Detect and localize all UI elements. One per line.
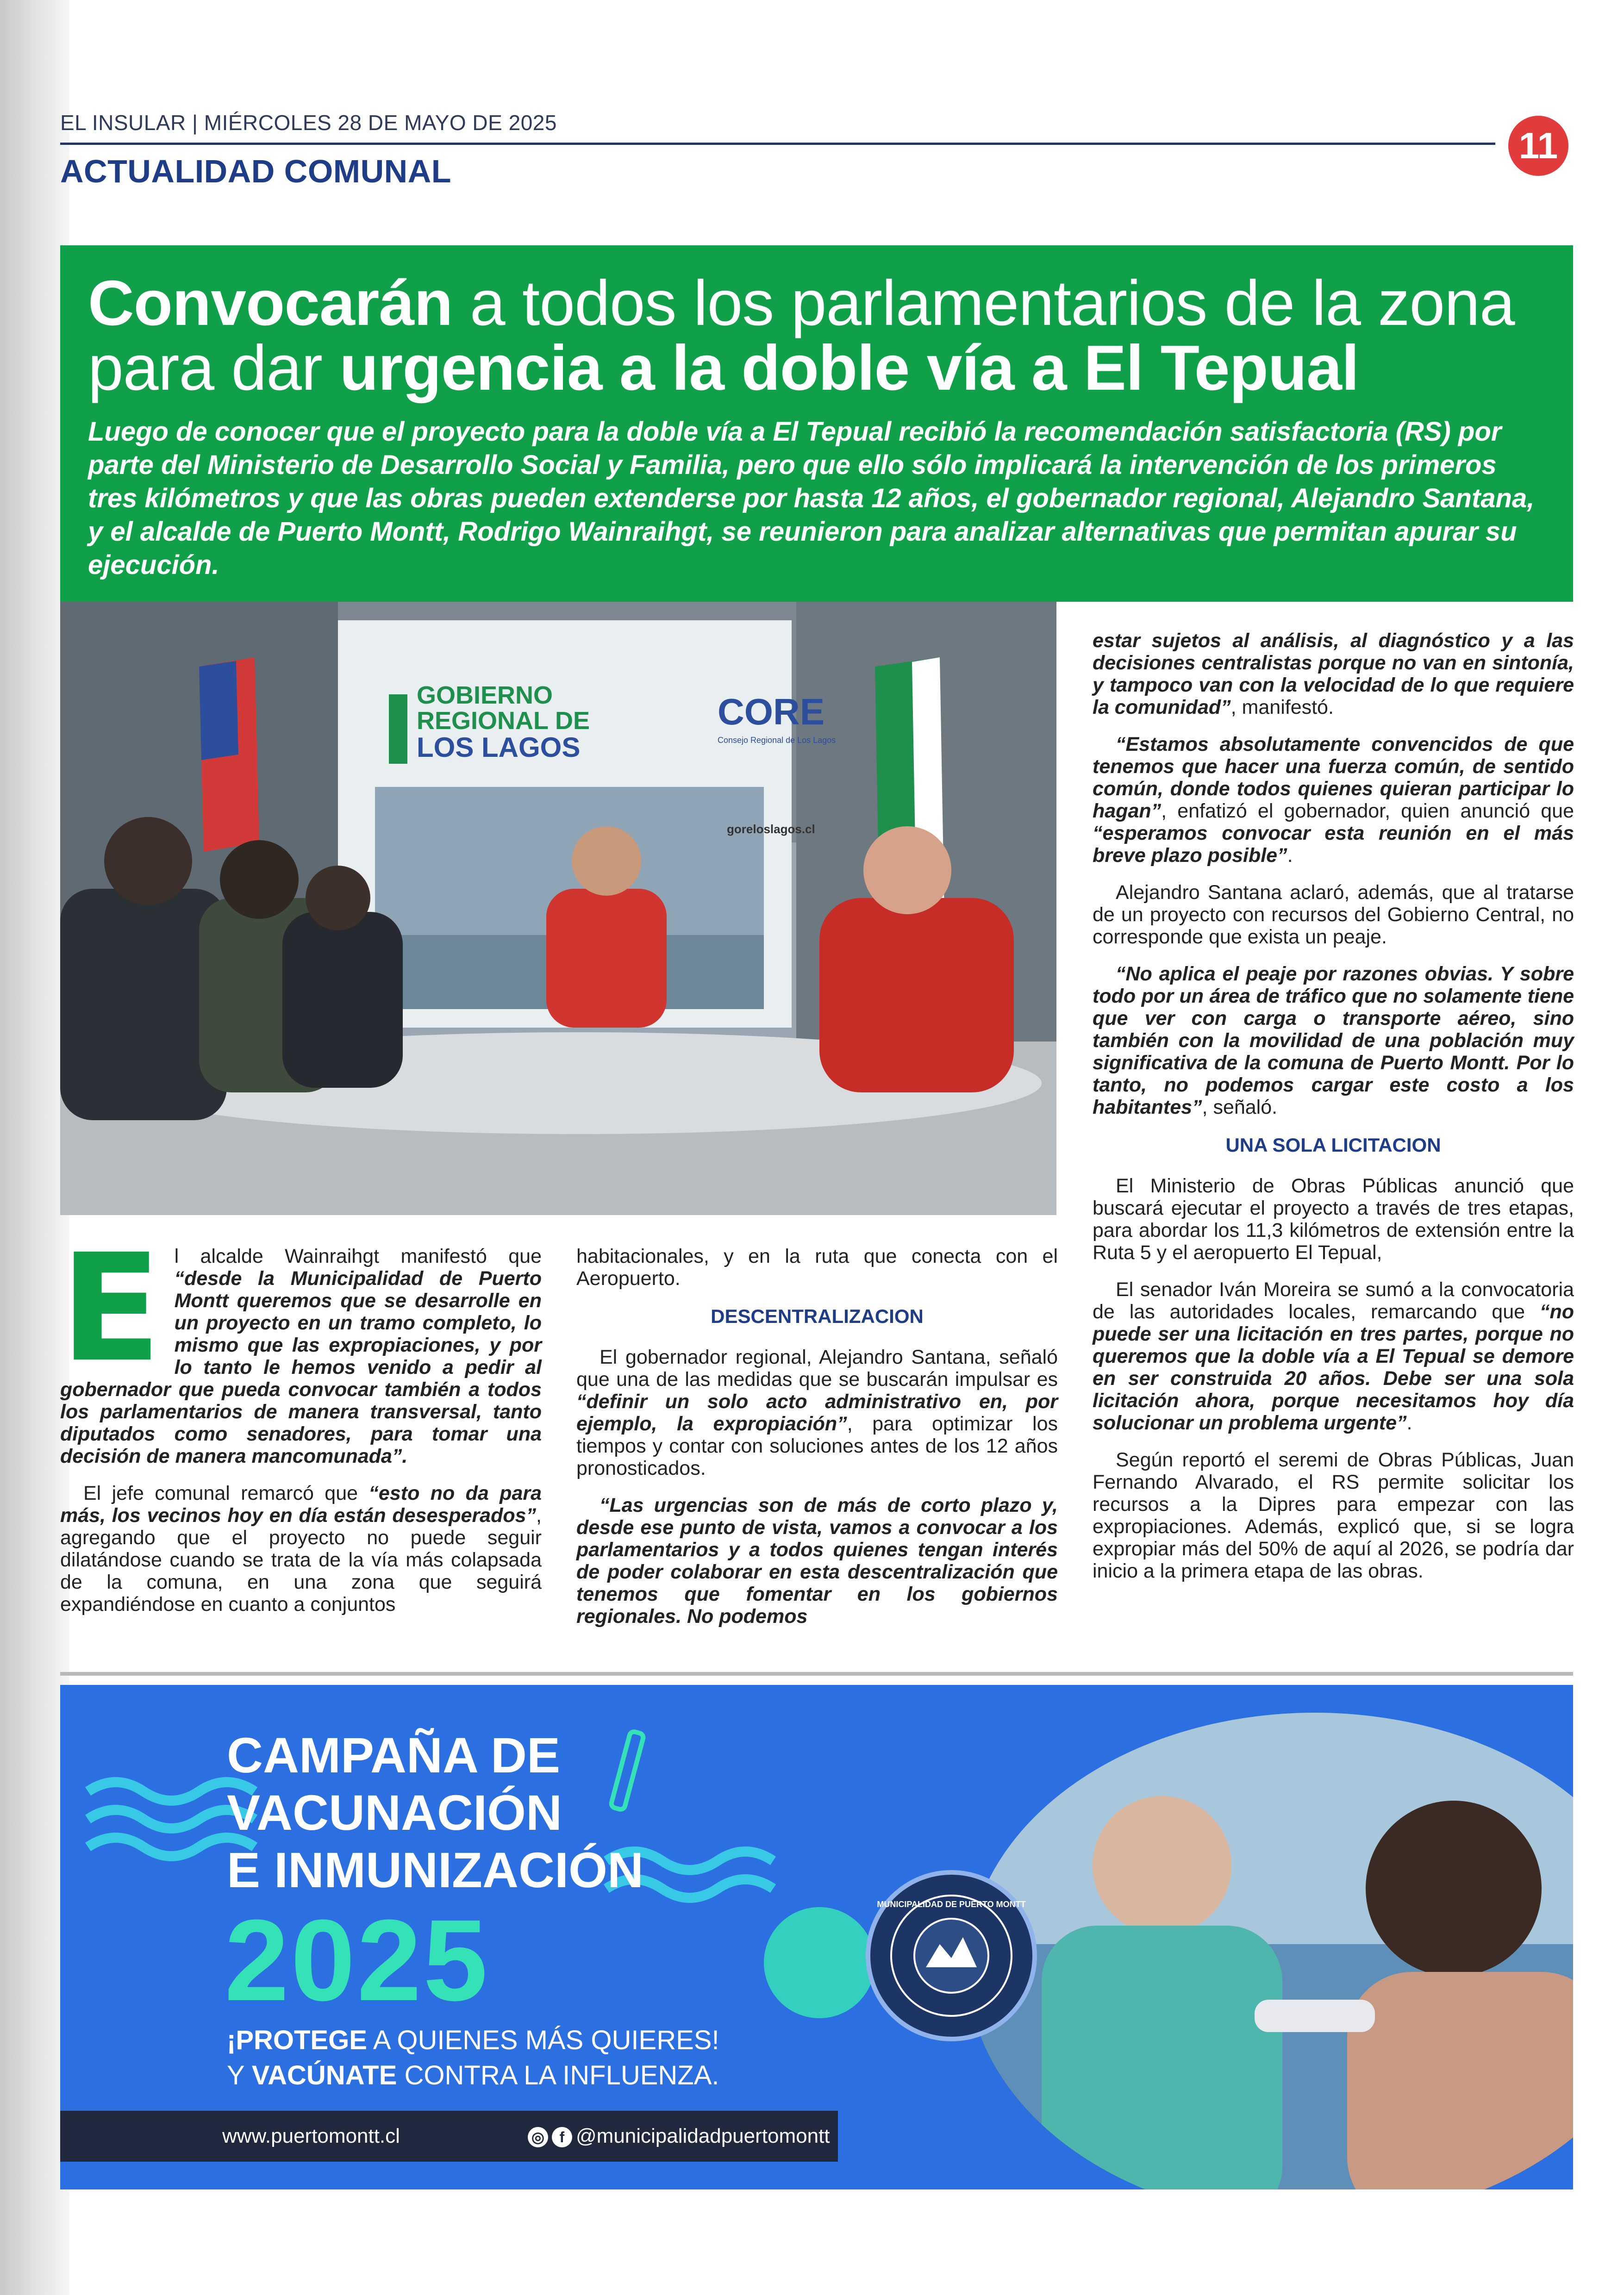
masthead-separator: |	[192, 111, 204, 135]
seal-text: MUNICIPALIDAD DE PUERTO MONTT	[877, 1900, 1026, 1909]
col3-p5-end: .	[1406, 1412, 1412, 1434]
backdrop-core-logo: CORE	[718, 691, 825, 732]
col3-p5-text: El senador Iván Moreira se sumó a la convocatoria de las autoridades locales, remarcando que	[1093, 1278, 1574, 1323]
ad-slogan-line-2	[227, 2058, 719, 2093]
headline-bold-2: urgencia a la doble vía a El Tepual	[339, 332, 1359, 404]
col3-p3-quote: “No aplica el peaje por razones obvias. Y sobre todo por un área de tráfico que no solamente tiene que ver con carga o transporte aéreo, sino también con la movilidad de una población muy significativa de la comuna de Puerto Montt. Por lo tanto, no podemos cargar este costo a los habitantes”	[1093, 963, 1574, 1118]
article-column-2	[576, 1245, 1058, 1642]
publication-name: EL INSULAR	[60, 111, 186, 135]
col3-p3-text: , señaló.	[1202, 1096, 1278, 1118]
article-deck: Luego de conocer que el proyecto para la doble vía a El Tepual recibió la recomendación satisfactoria (RS) por parte del Ministerio de Desarrollo Social y Familia, pero que ello sólo implicará la intervención de los primeros tres kilómetros y que las obras pueden extenderse por hasta 12 años, el gobernador regional, Alejandro Santana, y el alcalde de Puerto Montt, Rodrigo Wainraihgt, se reunieron para analizar alternativas que permitan apurar su ejecución.	[88, 417, 1535, 580]
col2-paragraph-0: habitacionales, y en la ruta que conecta con el Aeropuerto.	[576, 1245, 1058, 1290]
ad-year: 2025	[225, 1896, 490, 2025]
vaccination-ad-banner	[60, 1685, 1573, 2189]
col2-paragraph-1	[576, 1346, 1058, 1479]
ad-slogan-prefix-2: Y	[227, 2060, 252, 2090]
ad-slogan-rest-1: A QUIENES MÁS QUIERES!	[367, 2025, 719, 2055]
article-column-3	[1093, 630, 1574, 1597]
backdrop-web: goreloslagos.cl	[727, 822, 815, 836]
ad-slogan-line-1	[227, 2023, 719, 2058]
backdrop-core-sub: Consejo Regional de Los Lagos	[718, 736, 836, 745]
page-gutter-shadow	[0, 0, 69, 2295]
ad-slogan-bold-1: ¡PROTEGE	[227, 2025, 367, 2055]
ad-social[interactable]	[528, 2111, 830, 2162]
article-photo	[60, 602, 1056, 1215]
article-column-1	[60, 1222, 542, 1630]
page-number-badge: 11	[1508, 116, 1568, 176]
col1-p2-text-end: , agregando que el proyecto no puede seguir dilatándose cuando se trata de la vía más colapsada de la comuna, en una zona que seguirá expandiéndose en cuanto a conjuntos	[60, 1504, 542, 1615]
col2-paragraph-2	[576, 1494, 1058, 1628]
col3-paragraph-4: El Ministerio de Obras Públicas anunció que buscará ejecutar el proyecto a través de tres etapas, para abordar los 11,3 kilómetros de extensión entre la Ruta 5 y el aeropuerto El Tepual,	[1093, 1175, 1574, 1264]
col3-p1-quote-2: “esperamos convocar esta reunión en el más breve plazo posible”	[1093, 822, 1574, 867]
ad-slogan-bold-2: VACÚNATE	[251, 2060, 397, 2090]
col3-paragraph-0	[1093, 630, 1574, 718]
seal-emblem	[870, 1875, 1032, 2037]
section-title: ACTUALIDAD COMUNAL	[60, 153, 452, 189]
col3-paragraph-1	[1093, 733, 1574, 867]
col2-p1-text: El gobernador regional, Alejandro Santana, señaló que una de las medidas que se buscarán impulsar es	[576, 1346, 1058, 1391]
ad-title-line-2: VACUNACIÓN	[227, 1784, 562, 1840]
col3-paragraph-2: Alejandro Santana aclaró, además, que al tratarse de un proyecto con recursos del Gobierno Central, no corresponde que exista un peaje.	[1093, 881, 1574, 948]
headline-regular: a todos los parlamentarios de la zona para dar	[88, 268, 1515, 404]
drop-cap: E	[60, 1222, 162, 1395]
issue-date: MIÉRCOLES 28 DE MAYO DE 2025	[204, 111, 557, 135]
ad-separator-rule	[60, 1672, 1573, 1676]
municipality-seal	[866, 1870, 1037, 2041]
col1-paragraph-1	[60, 1222, 542, 1467]
ad-footer-bar	[60, 2111, 838, 2162]
col3-p0-text: , manifestó.	[1230, 696, 1334, 718]
masthead	[60, 110, 557, 135]
backdrop-text-2: REGIONAL DE	[417, 707, 590, 735]
col2-p2-quote: “Las urgencias son de más de corto plazo y, desde ese punto de vista, vamos a convocar a los parlamentarios y a todos quienes tengan interés de poder colaborar en esta descentralización que tenemos que fomentar en los gobiernos regionales. No podemos	[576, 1494, 1058, 1628]
subhead-descentralizacion: DESCENTRALIZACION	[711, 1305, 924, 1327]
ad-title-line-3: E INMUNIZACIÓN	[227, 1842, 643, 1898]
col3-paragraph-5	[1093, 1278, 1574, 1434]
col1-p1-text: l alcalde Wainraihgt manifestó que	[174, 1245, 542, 1267]
col1-p2-quote: “esto no da para más, los vecinos hoy en día están desesperados”	[60, 1482, 542, 1527]
meeting-photo-illustration	[60, 602, 1056, 1215]
col1-p2-text: El jefe comunal remarcó que	[83, 1482, 369, 1504]
col3-paragraph-6: Según reportó el seremi de Obras Públicas, Juan Fernando Alvarado, el RS permite solicitar los recursos a la Dipres para empezar con las expropiaciones. Además, explicó que, si se logra expropiar más del 50% de aquí al 2026, se podría dar inicio a la primera etapa de las obras.	[1093, 1449, 1574, 1582]
ad-slogan-rest-2: CONTRA LA INFLUENZA.	[397, 2060, 719, 2090]
ad-title	[227, 1727, 643, 1899]
col1-p1-quote: “desde la Municipalidad de Puerto Montt queremos que se desarrolle en un proyecto en un tramo completo, lo mismo que las expropiaciones, y por lo tanto le hemos venido a pedir al gobernador que pueda convocar también a todos los parlamentarios de manera transversal, tanto diputados como senadores, para tomar una decisión de manera mancomunada”.	[60, 1267, 542, 1467]
headline	[88, 268, 1545, 404]
col3-paragraph-3	[1093, 963, 1574, 1118]
col3-p1-end: .	[1287, 844, 1293, 867]
ad-social-handle: @municipalidadpuertomontt	[576, 2125, 830, 2147]
subhead-una-sola-licitacion: UNA SOLA LICITACION	[1225, 1134, 1441, 1156]
backdrop-text-1: GOBIERNO	[417, 681, 553, 709]
col2-p1-text-end: , para optimizar los tiempos y contar con soluciones antes de los 12 años pronosticados.	[576, 1413, 1058, 1479]
col3-p0-quote: estar sujetos al análisis, al diagnóstico y a las decisiones centralistas porque no van en sintonía, y tampoco van con la velocidad de lo que requiere la comunidad”	[1093, 630, 1574, 718]
header-rule	[60, 143, 1495, 145]
ad-title-line-1: CAMPAÑA DE	[227, 1727, 560, 1783]
headline-box	[60, 245, 1573, 602]
col3-p1-quote: “Estamos absolutamente convencidos de que tenemos que hacer una fuerza común, de sentido común, donde todos quienes quieran participar lo hagan”	[1093, 733, 1574, 822]
col3-p1-text: , enfatizó el gobernador, quien anunció que	[1161, 800, 1574, 822]
instagram-icon: ◎	[528, 2127, 548, 2147]
ad-slogan	[227, 2023, 719, 2093]
headline-bold-1: Convocarán	[88, 268, 453, 339]
col1-paragraph-2	[60, 1482, 542, 1615]
ad-website-link[interactable]: www.puertomontt.cl	[222, 2125, 400, 2147]
facebook-icon: f	[552, 2127, 572, 2147]
col3-p5-quote: “no puede ser una licitación en tres partes, porque no queremos que la doble vía a El Tepual se demore en ser construida 20 años. Debe ser una sola licitación ahora, porque necesitamos hoy día solucionar un problema urgente”	[1093, 1301, 1574, 1434]
col2-p1-quote: “definir un solo acto administrativo en, por ejemplo, la expropiación”	[576, 1391, 1058, 1435]
backdrop-text-3: LOS LAGOS	[417, 732, 581, 763]
